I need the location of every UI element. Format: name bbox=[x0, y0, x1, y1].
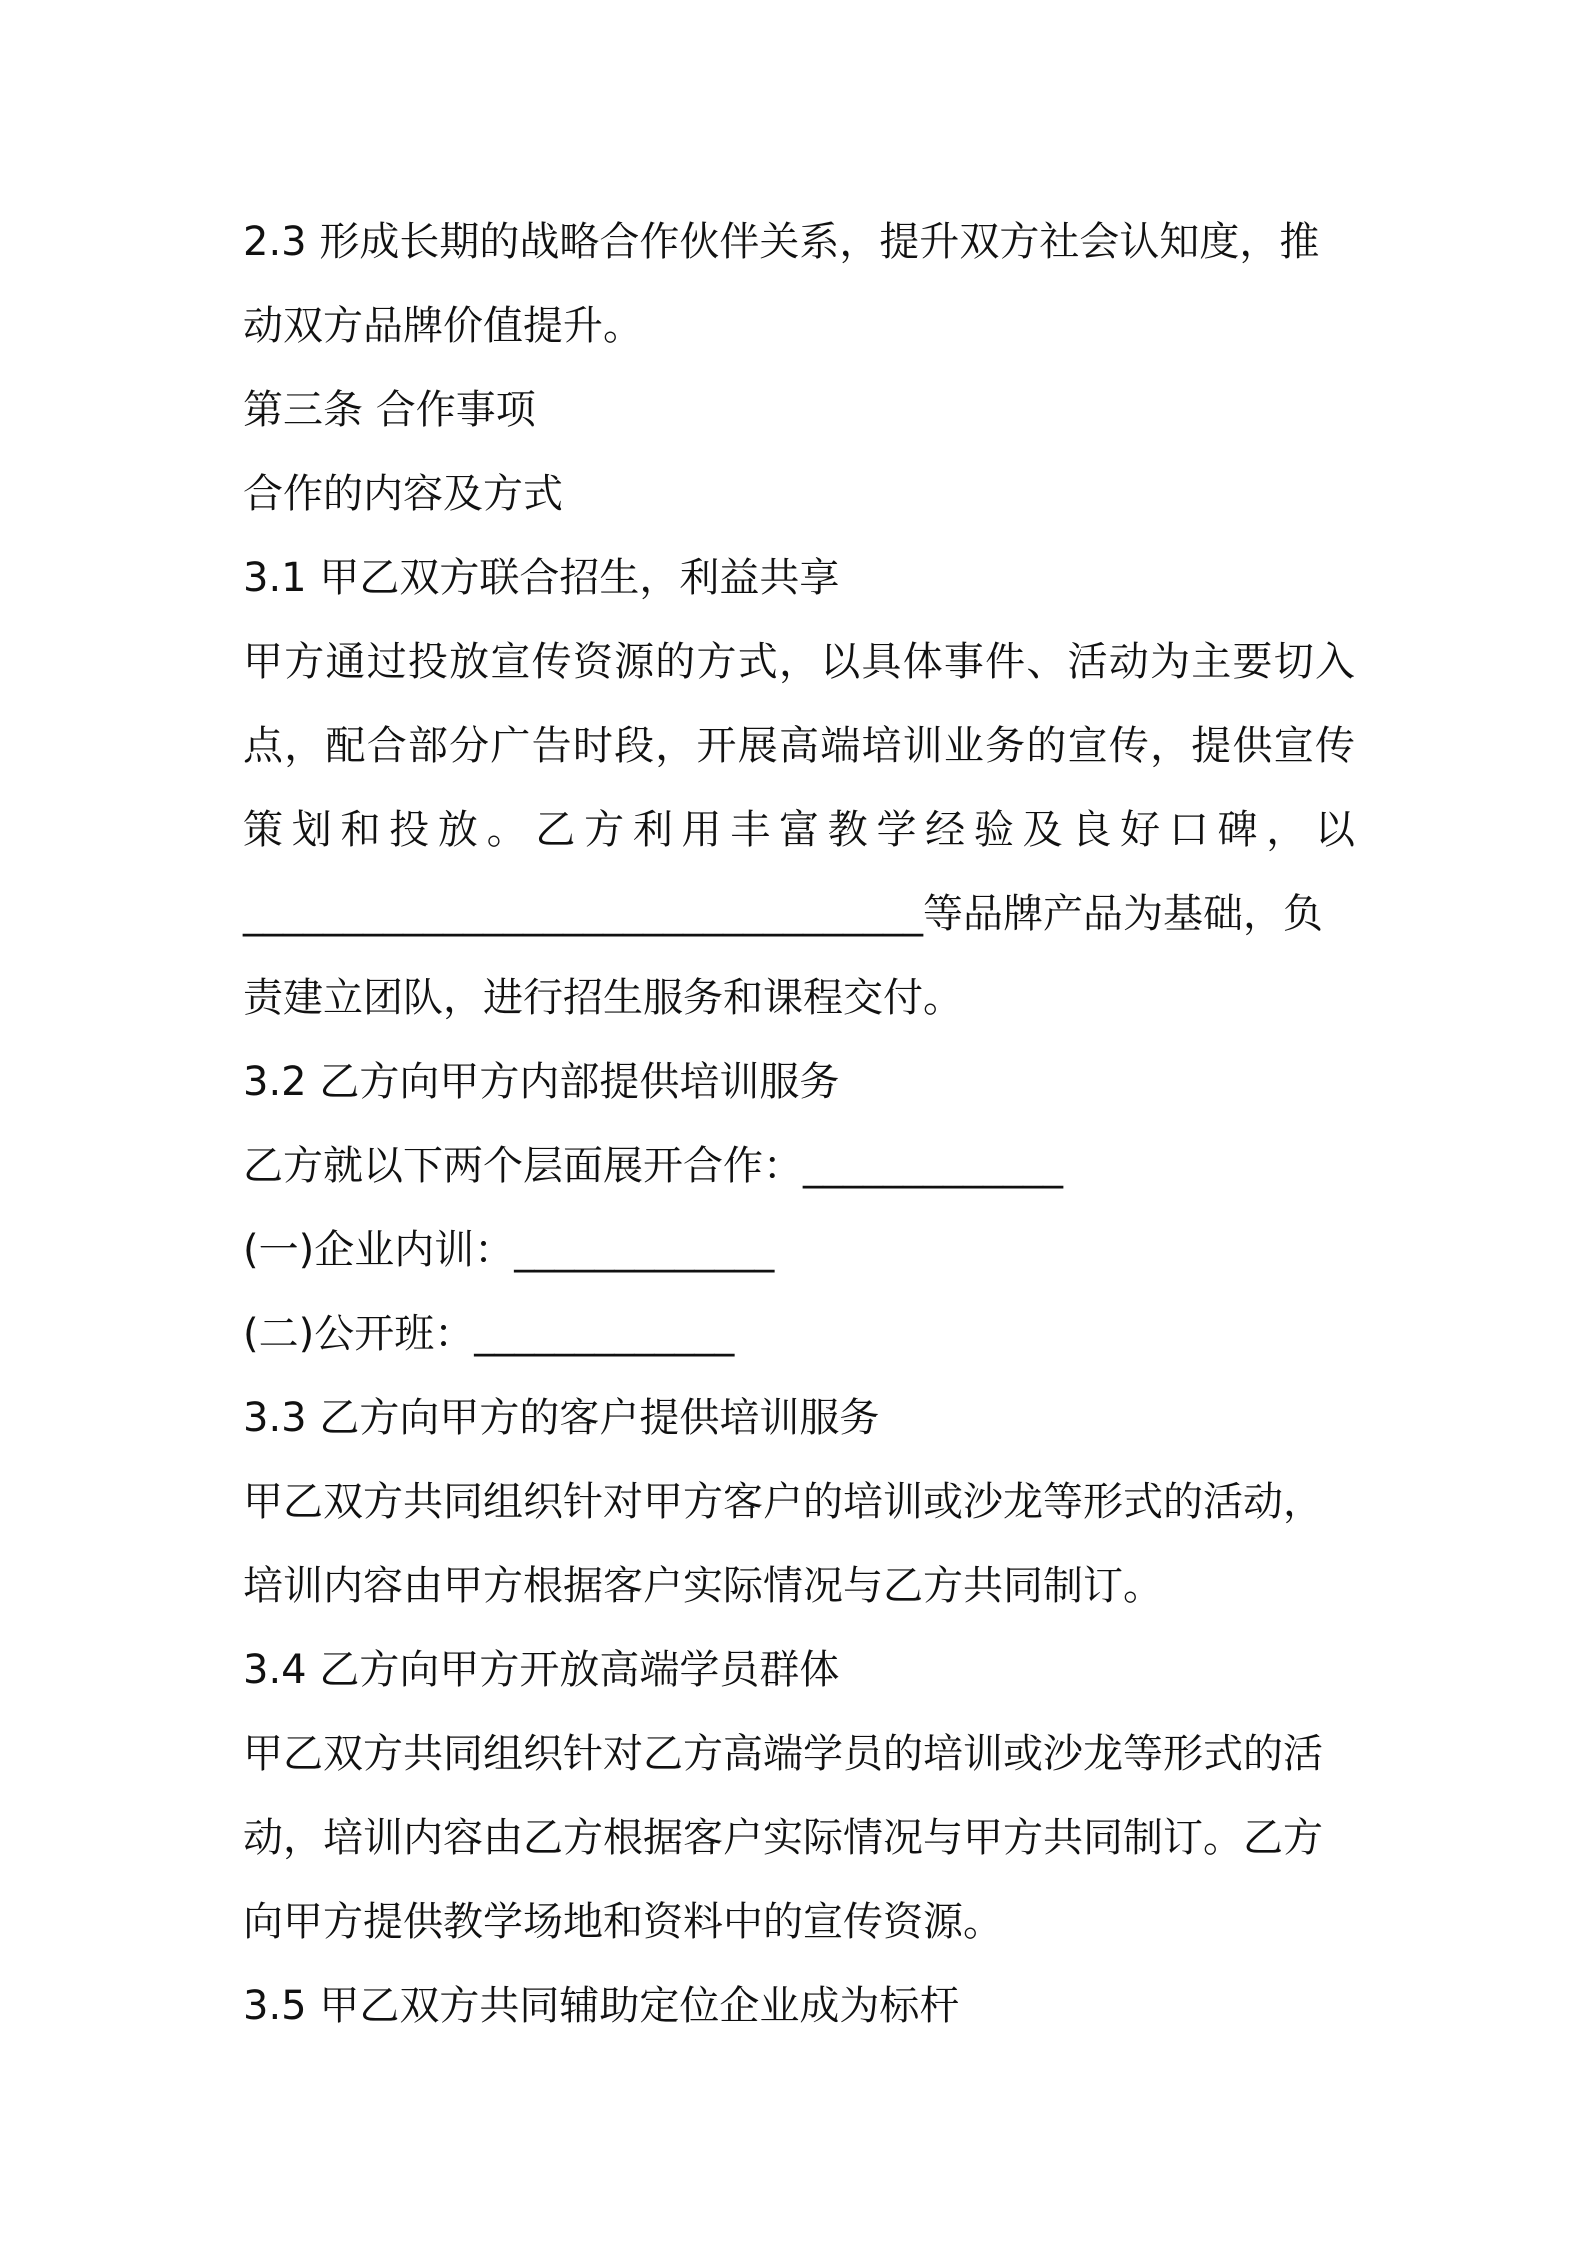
section-3-1-heading: 3.1 甲乙双方联合招生，利益共享 bbox=[243, 555, 840, 601]
section-3-5-heading: 3.5 甲乙双方共同辅助定位企业成为标杆 bbox=[243, 1983, 960, 2029]
section-3-2-heading: 3.2 乙方向甲方内部提供培训服务 bbox=[243, 1059, 840, 1105]
cooperation-content-heading: 合作的内容及方式 bbox=[243, 471, 563, 517]
section-3-2-intro: 乙方就以下两个层面展开合作：_____________ bbox=[243, 1143, 1063, 1189]
paragraph-2-3: 2.3 形成长期的战略合作伙伴关系，提升双方社会认知度，推动双方品牌价值提升。 bbox=[243, 219, 1320, 349]
section-3-3-body: 甲乙双方共同组织针对甲方客户的培训或沙龙等形式的活动，培训内容由甲方根据客户实际情况与乙方共同制订。 bbox=[243, 1479, 1323, 1609]
section-3-4-body: 甲乙双方共同组织针对乙方高端学员的培训或沙龙等形式的活动，培训内容由乙方根据客户实际情况与甲方共同制订。乙方向甲方提供教学场地和资料中的宣传资源。 bbox=[243, 1731, 1323, 1945]
item-public-class: (二)公开班：_____________ bbox=[243, 1311, 735, 1357]
section-3-1-body: 甲方通过投放宣传资源的方式，以具体事件、活动为主要切入点，配合部分广告时段，开展高端培训业务的宣传，提供宣传策划和投放。乙方利用丰富教学经验及良好口碑，以 bbox=[243, 639, 1355, 853]
section-3-1-body-continued: __________________________________等品牌产品为基础，负责建立团队，进行招生服务和课程交付。 bbox=[243, 891, 1323, 1021]
document-body bbox=[243, 200, 1355, 2048]
section-3-3-heading: 3.3 乙方向甲方的客户提供培训服务 bbox=[243, 1395, 880, 1441]
section-3-4-heading: 3.4 乙方向甲方开放高端学员群体 bbox=[243, 1647, 840, 1693]
item-internal-training: (一)企业内训：_____________ bbox=[243, 1227, 775, 1273]
article-three-heading: 第三条 合作事项 bbox=[243, 387, 536, 433]
